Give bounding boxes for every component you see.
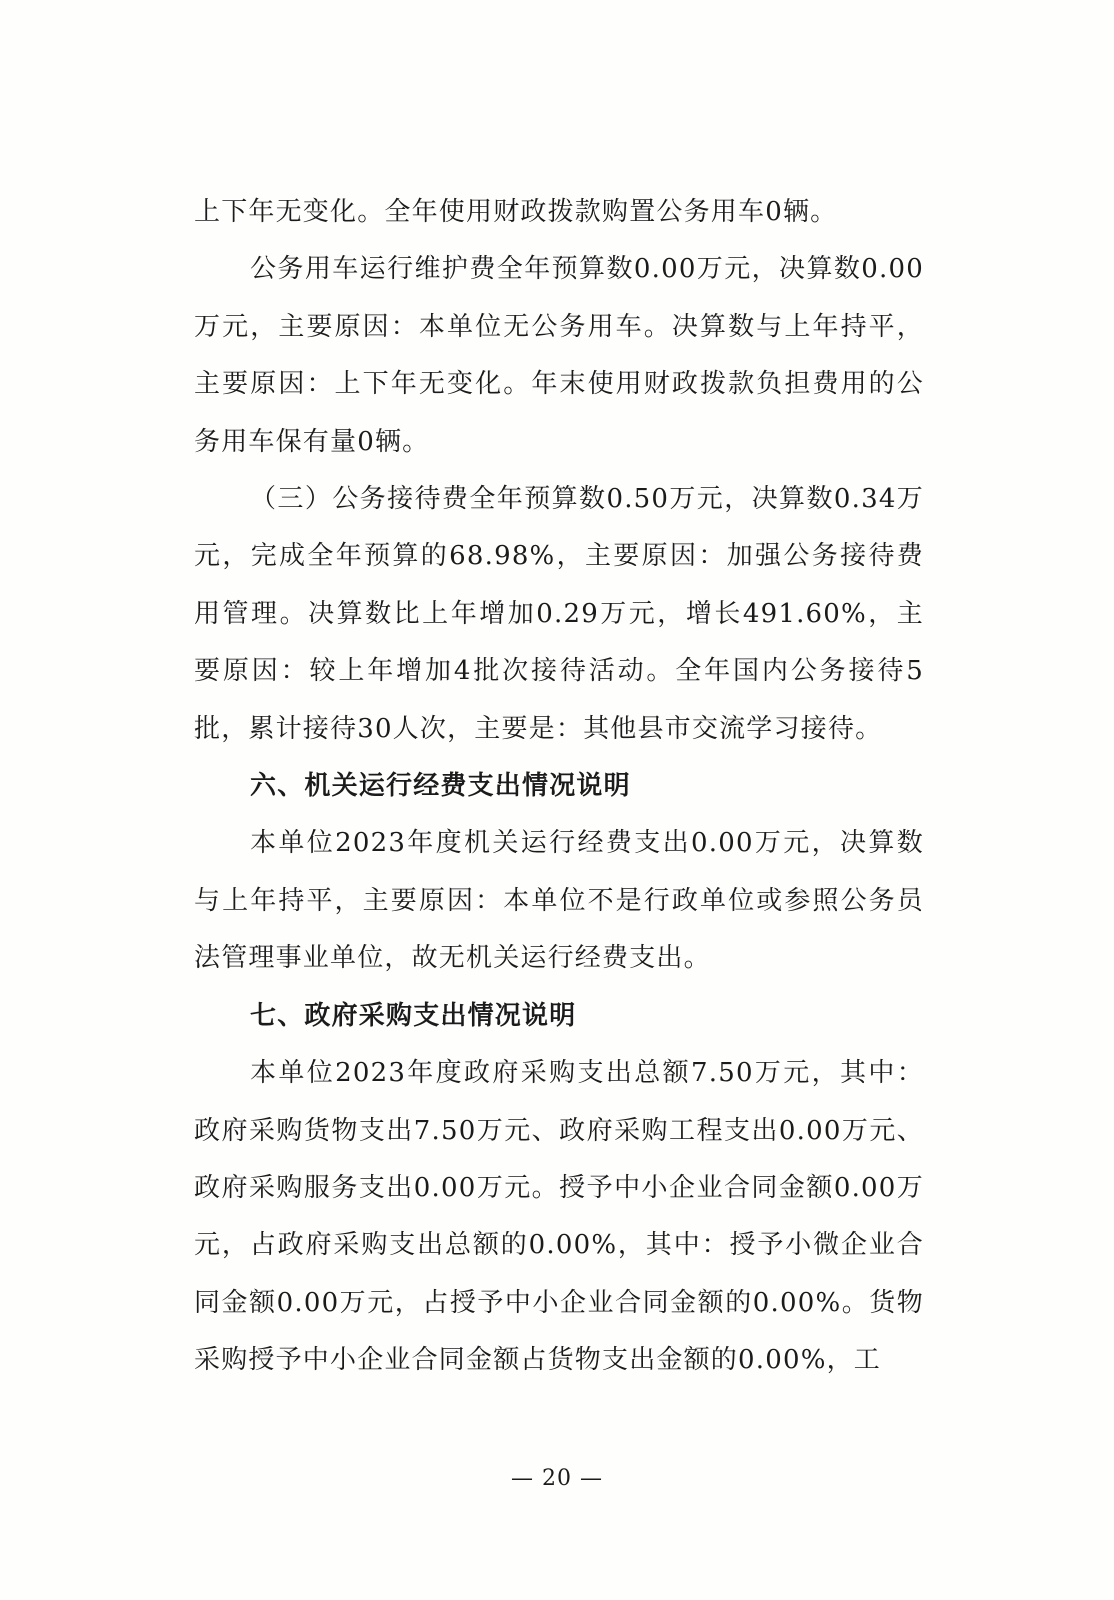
page-number: — 20 — (511, 1466, 603, 1491)
paragraph-operating-expenses: 本单位2023年度机关运行经费支出0.00万元，决算数与上年持平，主要原因：本单位不是行政单位或参照公务员法管理事业单位，故无机关运行经费支出。 (194, 828, 924, 974)
body-text (194, 184, 924, 1390)
paragraph-reception-fees: （三）公务接待费全年预算数0.50万元，决算数0.34万元，完成全年预算的68.98%，主要原因：加强公务接待费用管理。决算数比上年增加0.29万元，增长491.60%，主要原因：较上年增加4批次接待活动。全年国内公务接待5批，累计接待30人次，主要是：其他县市交流学习接待。 (194, 484, 924, 744)
paragraph-vehicle-maintenance: 公务用车运行维护费全年预算数0.00万元，决算数0.00万元，主要原因：本单位无公务用车。决算数与上年持平，主要原因：上下年无变化。年末使用财政拨款负担费用的公务用车保有量0辆。 (194, 254, 924, 457)
section-heading-six: 六、机关运行经费支出情况说明 (250, 771, 631, 802)
paragraph-continuation: 上下年无变化。全年使用财政拨款购置公务用车0辆。 (194, 197, 838, 227)
paragraph-procurement: 本单位2023年度政府采购支出总额7.50万元，其中：政府采购货物支出7.50万元、政府采购工程支出0.00万元、政府采购服务支出0.00万元。授予中小企业合同金额0.00万元，占政府采购支出总额的0.00%，其中：授予小微企业合同金额0.00万元，占授予中小企业合同金额的0.00%。货物采购授予中小企业合同金额占货物支出金额的0.00%，工 (194, 1058, 924, 1376)
section-heading-seven: 七、政府采购支出情况说明 (250, 1000, 577, 1031)
